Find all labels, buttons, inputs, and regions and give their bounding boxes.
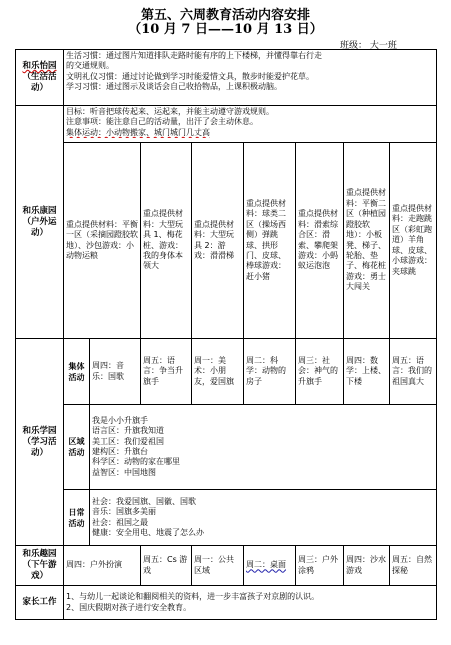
outdoor-goal-line: 集体运动：小动物搬家、城门城门几丈高	[66, 127, 210, 137]
area-line: 建构区：升旗台	[92, 447, 148, 456]
area-line: 语言区：升旗我知道	[92, 426, 164, 436]
outdoor-day-cell: 重点提供材料：平衡二区（种植园蹬胶软地）：小板凳、梯子、轮胎、垫子、梅花桩游戏：勇士大闯关	[344, 143, 390, 339]
game-day-text: 周二：桌面	[246, 560, 286, 570]
area-line: 我是小小升旗手	[92, 415, 148, 425]
group-day-cell: 周四：音乐：国歌	[90, 339, 141, 405]
game-day-cell: 周五：自然探秘	[390, 546, 437, 586]
page-subtitle-date-range: （10 月 7 日——10 月 13 日）	[128, 22, 323, 37]
life-activity-content	[64, 50, 437, 106]
life-label-line1: 和乐怡园	[22, 61, 57, 71]
game-label-line2: （下午游戏）	[22, 560, 57, 581]
area-activity-content	[90, 405, 437, 490]
outdoor-days-row	[16, 143, 437, 339]
daily-line: 社会：祖国之最	[92, 517, 148, 527]
outdoor-day-cell: 重点提供材料：走跑跳区（彩虹跑道）羊角球、皮球、小球游戏：夹球跳	[390, 143, 437, 339]
page-title: 第五、六周教育活动内容安排	[140, 8, 310, 23]
area-activity-label: 区域活动	[64, 405, 90, 490]
life-label-line2: （生活活动）	[22, 72, 57, 93]
outdoor-label-line1: 和乐康园	[22, 205, 57, 216]
group-activity-label: 集体活动	[64, 339, 90, 405]
outdoor-goal-line: 注意事项：能注意自己的活动量，出汗了会主动休息。	[66, 117, 258, 127]
learning-activity-label: 和乐学园（学习活动）	[16, 339, 64, 546]
learning-daily-row	[16, 490, 437, 546]
outdoor-label-line2: （户外运动）	[22, 216, 57, 238]
outdoor-day-cell: 重点提供材料：大型玩具 2：游戏：滑滑梯	[192, 143, 244, 339]
game-day-cell: 周四：户外扮演	[64, 546, 141, 586]
outdoor-day-cell: 重点提供材料：平衡一区（采摘园蹬胶软地）、沙包游戏：小动物运粮	[64, 143, 141, 339]
outdoor-activity-label	[16, 106, 64, 339]
group-day-cell: 周四：数学：上楼、下楼	[344, 339, 390, 405]
daily-activity-label: 日常活动	[64, 490, 90, 546]
daily-line: 音乐：国旗多美丽	[92, 507, 156, 517]
life-line: 的交通规则。	[66, 61, 114, 71]
learning-area-row	[16, 405, 437, 490]
class-label: 班级： 大一班	[340, 41, 397, 51]
parents-line: 1、与幼儿一起谈论和翻阅相关的资料，进一步丰富孩子对京剧的认识。	[66, 592, 320, 602]
parents-line: 2、国庆假期对孩子进行安全教育。	[66, 602, 192, 612]
outdoor-goals-content	[64, 106, 437, 143]
life-activity-label	[16, 50, 64, 106]
game-day-cell: 周五：Cs 游戏	[141, 546, 192, 586]
schedule-table	[15, 49, 437, 620]
parents-row	[16, 586, 437, 620]
daily-line: 社会：我爱国旗、国徽、国歌	[92, 496, 196, 506]
group-day-cell: 周五：语言：争当升旗手	[141, 339, 192, 405]
game-label-line1: 和乐趣园	[22, 549, 57, 559]
area-line: 美工区：我们爱祖国	[92, 436, 164, 446]
outdoor-day-cell: 重点提供材料：滑索综合区：滑索、攀爬架游戏：小蚂蚁运泡泡	[296, 143, 344, 339]
outdoor-day-cell: 重点提供材料：球类二区（操场西侧）弹跳球、拱形门、皮球、棒球游戏：赶小猪	[244, 143, 296, 339]
game-activity-label	[16, 546, 64, 586]
life-activity-row	[16, 50, 437, 106]
area-line: 科学区：动物的家在哪里	[92, 457, 180, 467]
game-day-cell	[244, 546, 296, 586]
game-day-cell: 周四：沙水游戏	[344, 546, 390, 586]
group-day-cell: 周一：美术：小朋友，爱国旗	[192, 339, 244, 405]
outdoor-goal-line: 目标：听音把球传起来、运起来，并能主动遵守游戏规则。	[66, 107, 274, 116]
game-row	[16, 546, 437, 586]
group-day-cell: 周三：社会：神气的升旗手	[296, 339, 344, 405]
parents-work-content	[64, 586, 437, 620]
life-line: 文明礼仪习惯：通过讨论做到学习时能爱惜文具，散步时能爱护花草。	[66, 71, 314, 81]
life-line: 生活习惯：通过图片知道排队走路时能有序的上下楼梯，并懂得靠右行走	[66, 51, 322, 60]
game-day-cell: 周三：户外涂鸦	[296, 546, 344, 586]
group-day-cell: 周五：语言：我们的祖国真大	[390, 339, 437, 405]
group-day-cell: 周二：科学：动物的房子	[244, 339, 296, 405]
game-day-cell: 周一：公共区域	[192, 546, 244, 586]
parents-work-label: 家长工作	[16, 586, 64, 620]
area-line: 益智区：中国地图	[92, 467, 156, 477]
daily-line: 健康：安全用电、地震了怎么办	[92, 527, 204, 537]
daily-activity-content	[90, 490, 437, 546]
outdoor-goals-row	[16, 106, 437, 143]
learning-group-row	[16, 339, 437, 405]
outdoor-day-cell: 重点提供材料：大型玩具 1、梅花桩、游戏：我的身体本领大	[141, 143, 192, 339]
life-line: 学习习惯：通过图示及谈话会自己收拾物品，上课积极动脑。	[66, 82, 282, 92]
